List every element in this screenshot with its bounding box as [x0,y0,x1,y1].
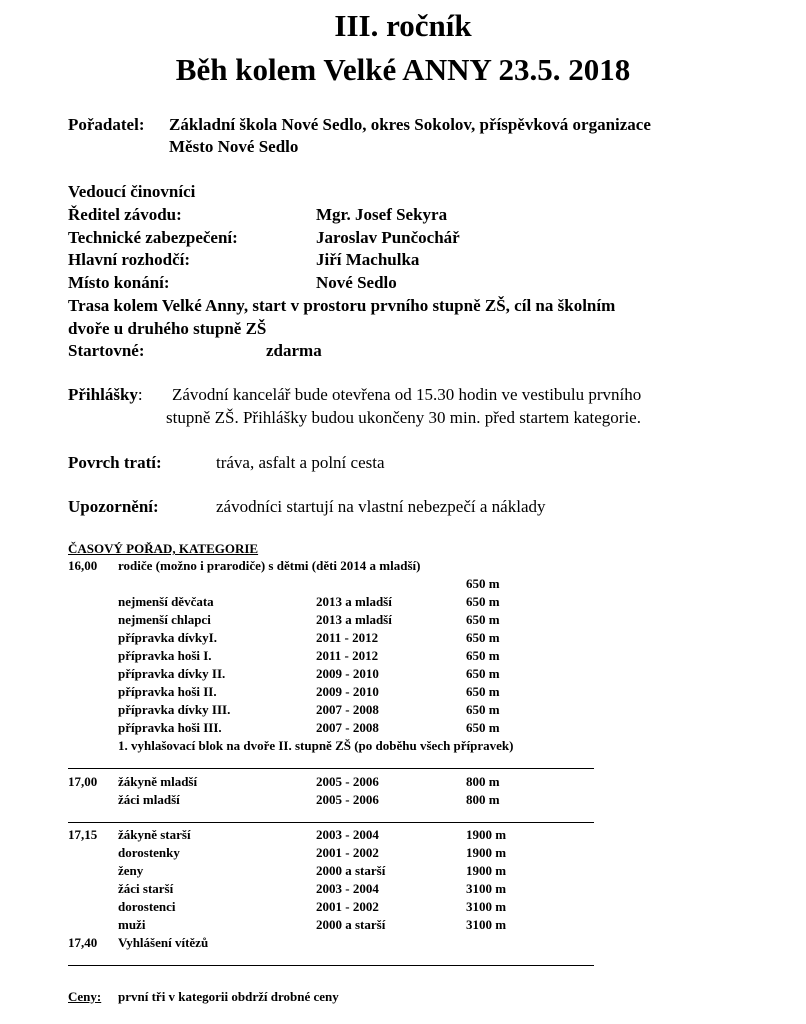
block1-row-year: 2007 - 2008 [316,702,379,717]
prizes-label: Ceny: [68,989,102,1004]
divider [68,965,594,966]
block3-row-distance: 3100 m [466,881,507,896]
block1-row-category: nejmenší děvčata [118,594,214,609]
official-value-venue: Nové Sedlo [316,273,397,292]
block3-row-distance: 3100 m [466,899,507,914]
route-line-2: dvoře u druhého stupně ZŠ [68,319,267,338]
block3-row-category: ženy [118,863,144,878]
block3-row-distance: 1900 m [466,863,507,878]
title-line-1: III. ročník [334,8,472,43]
block3-row-distance: 1900 m [466,827,507,842]
block1-row-category: přípravka dívkyI. [118,630,217,645]
official-value-director: Mgr. Josef Sekyra [316,205,448,224]
warning-value: závodníci startují na vlastní nebezpečí a náklady [216,497,546,516]
official-label-venue: Místo konání: [68,273,170,292]
block2-row-year: 2005 - 2006 [316,792,379,807]
title-line-2: Běh kolem Velké ANNY 23.5. 2018 [175,52,631,87]
block2-time: 17,00 [68,774,98,789]
official-label-technical: Technické zabezpečení: [68,228,238,247]
block1-row-category: přípravka dívky II. [118,666,226,681]
block3-row-category: žákyně starší [118,827,191,842]
block1-row-year: 2013 a mladší [316,594,392,609]
block1-note: 1. vyhlašovací blok na dvoře II. stupně ZŠ (po doběhu všech přípravek) [118,738,514,753]
block2-row-category: žáci mladší [118,792,180,807]
block3-time: 17,15 [68,827,98,842]
registration-colon: : [137,385,143,404]
ceremony-text: Vyhlášení vítězů [118,935,209,950]
block1-row-year: 2011 - 2012 [316,648,379,663]
ceremony-time: 17,40 [68,935,98,950]
block1-row-distance: 650 m [466,720,500,735]
fee-label: Startovné: [68,341,145,360]
registration-label: Přihlášky [68,385,138,404]
block3-row-year: 2001 - 2002 [316,899,379,914]
block1-row-category: přípravka dívky III. [118,702,231,717]
block1-row-distance: 650 m [466,630,500,645]
block1-row-year: 2007 - 2008 [316,720,379,735]
block1-row-category: přípravka hoši I. [118,648,212,663]
official-value-technical: Jaroslav Punčochář [316,228,460,247]
block1-row-year: 2009 - 2010 [316,666,379,681]
block3-row-category: dorostenky [118,845,180,860]
block3-row-year: 2003 - 2004 [316,827,379,842]
registration-line-2: stupně ZŠ. Přihlášky budou ukončeny 30 min. před startem kategorie. [166,408,641,427]
block1-row-category: přípravka hoši III. [118,720,222,735]
block2-row-year: 2005 - 2006 [316,774,379,789]
block1-row-year: 2013 a mladší [316,612,392,627]
block1-row-year: 2009 - 2010 [316,684,379,699]
organizer-line-2: Město Nové Sedlo [169,137,299,156]
block1-time: 16,00 [68,558,98,573]
block3-row-distance: 3100 m [466,917,507,932]
block1-row-distance: 650 m [466,594,500,609]
warning-label: Upozornění: [68,497,159,516]
block3-row-year: 2000 a starší [316,863,386,878]
surface-value: tráva, asfalt a polní cesta [216,453,385,472]
official-label-referee: Hlavní rozhodčí: [68,250,190,269]
schedule-heading: ČASOVÝ POŘAD, KATEGORIE [68,541,259,556]
block3-row-category: muži [118,917,146,932]
block3-row-year: 2000 a starší [316,917,386,932]
block2-row-distance: 800 m [466,792,500,807]
prizes-text: první tři v kategorii obdrží drobné ceny [118,989,339,1004]
block2-row-category: žákyně mladší [118,774,198,789]
block2-row-distance: 800 m [466,774,500,789]
block3-row-category: žáci starší [118,881,174,896]
officials-heading: Vedoucí činovníci [68,182,196,201]
block3-row-year: 2003 - 2004 [316,881,379,896]
block1-row-distance: 650 m [466,612,500,627]
block1-row-distance: 650 m [466,666,500,681]
block1-row-category: přípravka hoši II. [118,684,217,699]
organizer-line-1: Základní škola Nové Sedlo, okres Sokolov, příspěvková organizace [169,115,651,134]
divider [68,822,594,823]
block3-row-year: 2001 - 2002 [316,845,379,860]
block3-row-distance: 1900 m [466,845,507,860]
block1-row-category: nejmenší chlapci [118,612,211,627]
block3-row-category: dorostenci [118,899,176,914]
route-line-1: Trasa kolem Velké Anny, start v prostoru prvního stupně ZŠ, cíl na školním [68,296,616,315]
official-value-referee: Jiří Machulka [316,250,420,269]
block1-intro-distance: 650 m [466,576,500,591]
registration-label-wrap [68,385,143,405]
block1-row-distance: 650 m [466,684,500,699]
surface-label: Povrch tratí: [68,453,162,472]
official-label-director: Ředitel závodu: [68,205,182,224]
block1-row-year: 2011 - 2012 [316,630,379,645]
block1-row-distance: 650 m [466,648,500,663]
block1-row-distance: 650 m [466,702,500,717]
block1-intro: rodiče (možno i prarodiče) s dětmi (děti 2014 a mladší) [118,558,421,573]
fee-value: zdarma [266,341,322,360]
registration-line-1: Závodní kancelář bude otevřena od 15.30 hodin ve vestibulu prvního [172,385,642,404]
organizer-label: Pořadatel: [68,115,145,134]
divider [68,768,594,769]
